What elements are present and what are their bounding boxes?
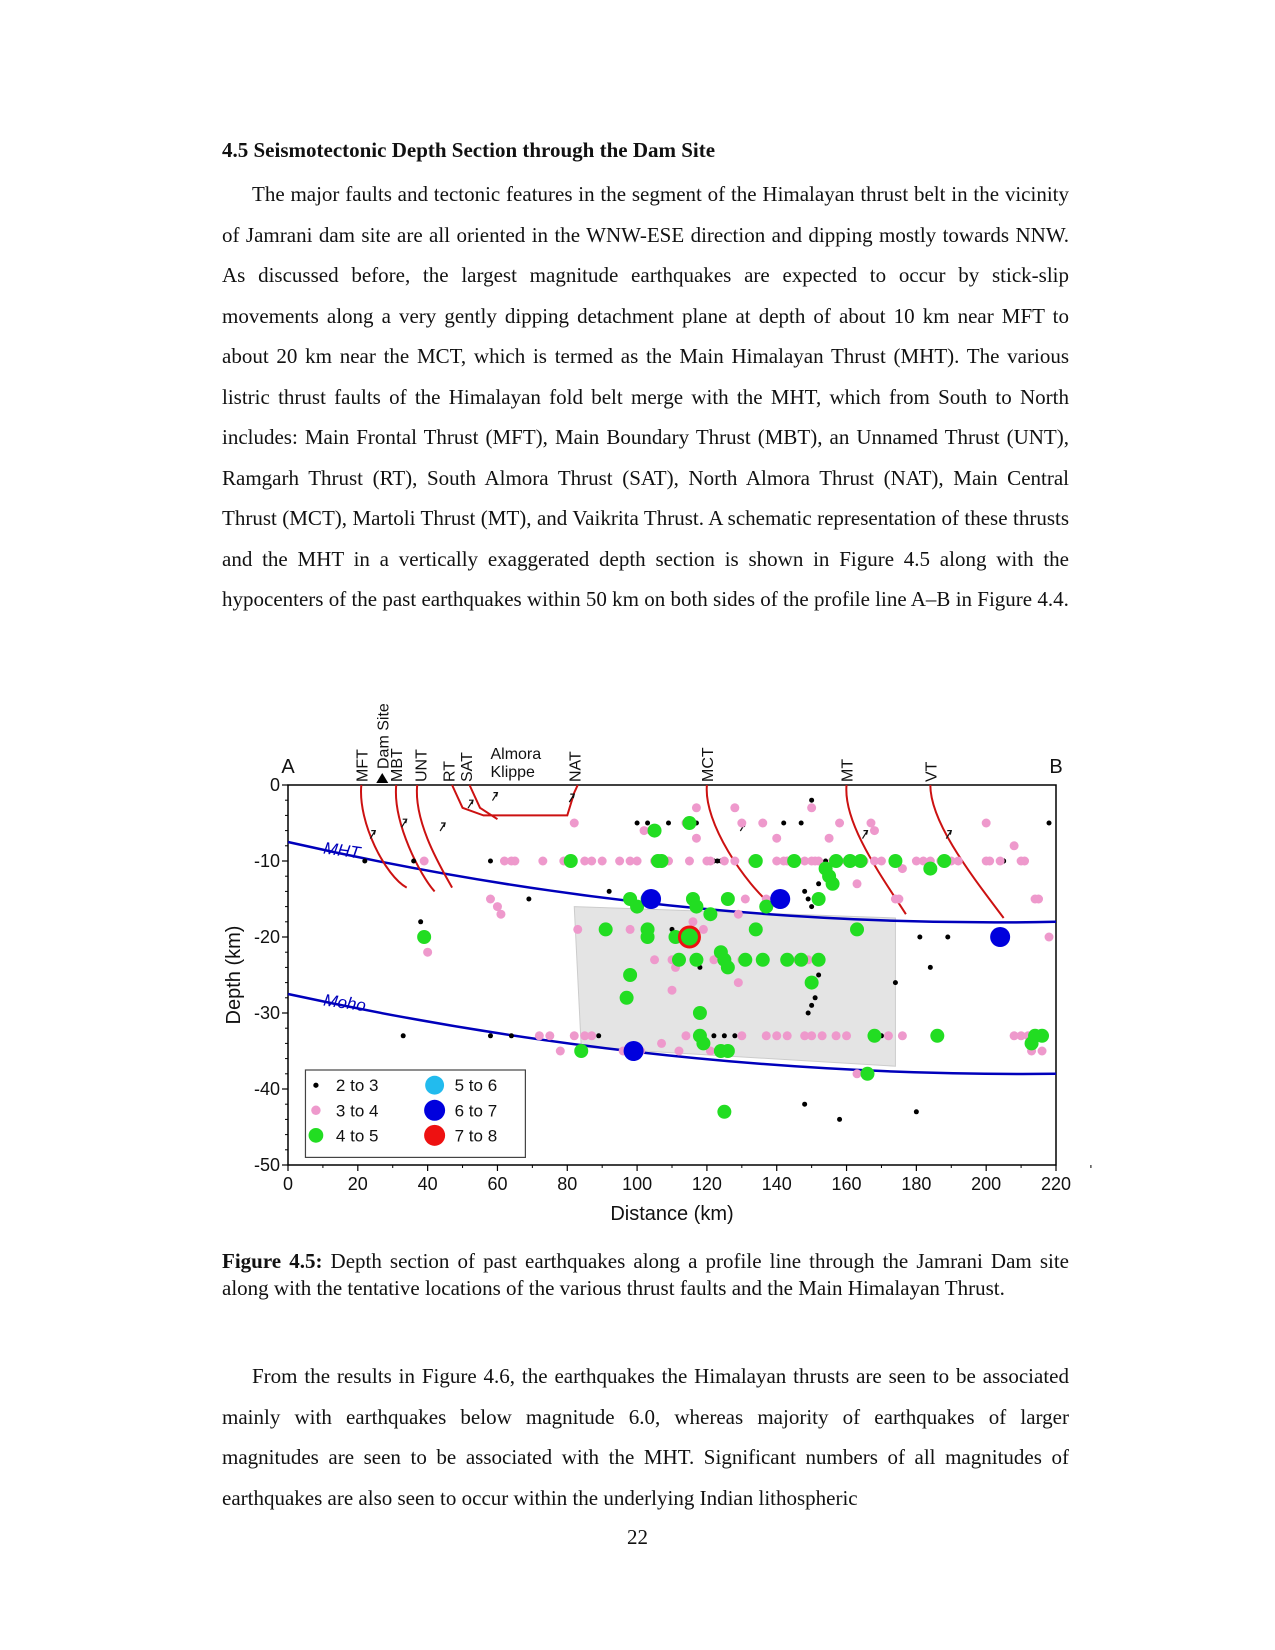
quake-m4-5 — [850, 922, 864, 936]
quake-m3-4 — [758, 819, 767, 828]
quake-m3-4 — [510, 857, 519, 866]
quake-m3-4 — [825, 834, 834, 843]
quake-m3-4 — [842, 1031, 851, 1040]
quake-m3-4 — [884, 1031, 893, 1040]
quake-m2-3 — [488, 859, 493, 864]
quake-m2-3 — [488, 1033, 493, 1038]
x-tick-label: 0 — [282, 1174, 294, 1194]
quake-m3-4 — [737, 819, 746, 828]
quake-m2-3 — [509, 1033, 514, 1038]
quake-m3-4 — [734, 910, 743, 919]
quake-m4-5 — [749, 854, 763, 868]
quake-m4-5 — [564, 854, 578, 868]
quake-m3-4 — [1020, 857, 1029, 866]
klippe-label-line2: Klippe — [490, 764, 535, 781]
quake-m4-5 — [923, 862, 937, 876]
quake-m4-5 — [623, 968, 637, 982]
quake-m4-5 — [696, 1036, 710, 1050]
quake-m4-5 — [672, 953, 686, 967]
quake-m4-5 — [721, 1044, 735, 1058]
quake-m2-3 — [816, 881, 821, 886]
legend-marker-m3-4 — [311, 1106, 320, 1115]
rupture-zone — [574, 907, 895, 1067]
figure-caption — [222, 1248, 1069, 1302]
quake-m3-4 — [496, 910, 505, 919]
quake-m3-4 — [741, 895, 750, 904]
quake-m6-7 — [641, 889, 661, 909]
quake-m2-3 — [802, 889, 807, 894]
fault-trace — [707, 785, 774, 907]
quake-m3-4 — [420, 857, 429, 866]
quake-m3-4 — [783, 1031, 792, 1040]
y-tick-label: -30 — [253, 1003, 280, 1023]
fault-trace — [361, 785, 407, 888]
quake-m6-7 — [990, 927, 1010, 947]
quake-m3-4 — [633, 857, 642, 866]
caption-text: Depth section of past earthquakes along a profile line through the Jamrani Dam site along with the tentative locations of the various thrust faults and the Main Himalayan Thrust. — [222, 1249, 1069, 1300]
y-tick-label: -20 — [253, 927, 280, 947]
legend-label: 4 to 5 — [335, 1126, 379, 1146]
legend-marker-m7-8 — [424, 1125, 445, 1146]
y-tick-label: -50 — [253, 1155, 280, 1175]
quake-m4-5 — [812, 953, 826, 967]
quake-m3-4 — [720, 857, 729, 866]
quake-m4-5 — [888, 854, 902, 868]
fault-trace — [930, 785, 1003, 918]
quake-m4-5 — [417, 930, 431, 944]
y-tick-label: -10 — [253, 851, 280, 871]
quake-m3-4 — [423, 948, 432, 957]
quake-m4-5 — [787, 854, 801, 868]
quake-m2-3 — [813, 995, 818, 1000]
quake-m2-3 — [806, 897, 811, 902]
fault-label: VT — [923, 761, 941, 782]
quake-m2-3 — [802, 1102, 807, 1107]
quake-m2-3 — [917, 935, 922, 940]
x-tick-label: 60 — [487, 1174, 508, 1194]
x-tick-label: 200 — [971, 1174, 1002, 1194]
quake-m3-4 — [853, 879, 862, 888]
quake-m4-5 — [756, 953, 770, 967]
quake-m2-3 — [837, 1117, 842, 1122]
legend-marker-m2-3 — [313, 1083, 318, 1088]
mht-label: MHT — [322, 838, 362, 863]
quake-m4-5 — [805, 976, 819, 990]
quake-m4-5 — [721, 892, 735, 906]
quake-m2-3 — [418, 919, 423, 924]
quake-m3-4 — [853, 1069, 862, 1078]
x-tick-label: 160 — [831, 1174, 862, 1194]
quake-m3-4 — [985, 857, 994, 866]
quake-m2-3 — [411, 859, 416, 864]
quake-m4-5 — [620, 991, 634, 1005]
quake-m4-5 — [717, 1105, 731, 1119]
quake-m3-4 — [1038, 1047, 1047, 1056]
quake-m3-4 — [1034, 895, 1043, 904]
quake-m3-4 — [538, 857, 547, 866]
quake-m4-5 — [854, 854, 868, 868]
quake-m3-4 — [706, 857, 715, 866]
quake-m4-5 — [749, 922, 763, 936]
legend-marker-m6-7 — [424, 1100, 445, 1121]
fault-label: MBT — [389, 748, 407, 782]
quake-m2-3 — [666, 821, 671, 826]
quake-m2-3 — [914, 1109, 919, 1114]
quake-m2-3 — [1047, 821, 1052, 826]
quake-m3-4 — [898, 1031, 907, 1040]
quake-m3-4 — [685, 857, 694, 866]
thrust-arrow — [862, 831, 867, 839]
quake-m2-3 — [722, 1033, 727, 1038]
quake-m2-3 — [645, 821, 650, 826]
x-tick-label: 40 — [417, 1174, 438, 1194]
legend-label: 3 to 4 — [335, 1101, 379, 1121]
quake-m3-4 — [573, 925, 582, 934]
legend-label: 7 to 8 — [454, 1126, 498, 1146]
quake-m3-4 — [570, 819, 579, 828]
quake-m2-3 — [799, 821, 804, 826]
x-tick-label: 80 — [557, 1174, 578, 1194]
y-tick-label: 0 — [269, 775, 280, 795]
quake-m3-4 — [699, 925, 708, 934]
section-heading: 4.5 Seismotectonic Depth Section through the Dam Site — [222, 138, 716, 162]
fault-label: SAT — [459, 752, 477, 782]
quake-m3-4 — [870, 826, 879, 835]
quake-m2-3 — [635, 821, 640, 826]
fault-label: NAT — [567, 751, 585, 782]
quake-m3-4 — [730, 803, 739, 812]
x-tick-label: 140 — [761, 1174, 792, 1194]
quake-m3-4 — [556, 1047, 565, 1056]
legend-marker-m4-5 — [309, 1128, 324, 1143]
thrust-arrow — [402, 819, 407, 827]
quake-m4-5 — [826, 877, 840, 891]
quake-m6-7 — [624, 1041, 644, 1061]
quake-m4-5 — [937, 854, 951, 868]
quake-m3-4 — [996, 857, 1005, 866]
moho-label: Moho — [322, 990, 368, 1016]
quake-m3-4 — [954, 857, 963, 866]
y-tick-label: -40 — [253, 1079, 280, 1099]
profile-start-label: A — [281, 756, 295, 778]
legend-label: 2 to 3 — [335, 1076, 379, 1096]
quake-m3-4 — [734, 978, 743, 987]
quake-m4-5 — [655, 854, 669, 868]
thrust-arrow — [468, 800, 473, 808]
quake-m4-5 — [641, 930, 655, 944]
quake-m3-4 — [772, 1031, 781, 1040]
quake-m3-4 — [657, 1039, 666, 1048]
quake-m2-3 — [732, 1033, 737, 1038]
quake-m3-4 — [668, 986, 677, 995]
klippe-label-line1: Almora — [490, 746, 542, 763]
quake-m4-5 — [721, 960, 735, 974]
quake-m4-5 — [867, 1029, 881, 1043]
legend — [305, 1070, 525, 1157]
quake-m3-4 — [535, 1031, 544, 1040]
paragraph-intro: The major faults and tectonic features in the segment of the Himalayan thrust belt in the vicinity of Jamrani dam site are all oriented in the WNW-ESE direction and dipping mostly towards NNW. As discussed before, the largest magnitude earthquakes are expected to occur by stick-slip movements along a very gently dipping detachment plane at depth of about 10 km near MFT to about 20 km near the MCT, which is termed as the Main Himalayan Thrust (MHT). The various listric thrust faults of the Himalayan fold belt merge with the MHT, which from South to North includes: Main Frontal Thrust (MFT), Main Boundary Thrust (MBT), an Unnamed Thrust (UNT), Ramgarh Thrust (RT), South Almora Thrust (SAT), North Almora Thrust (NAT), Main Central Thrust (MCT), Martoli Thrust (MT), and Vaikrita Thrust. A schematic representation of these thrusts and the MHT in a vertically exaggerated depth section is shown in Figure 4.5 along with the hypocenters of the past earthquakes within 50 km on both sides of the profile line A–B in Figure 4.4. — [222, 182, 1069, 611]
quake-m3-4 — [650, 955, 659, 964]
quake-m3-4 — [545, 1031, 554, 1040]
x-tick-label: 120 — [691, 1174, 722, 1194]
quake-m4-5 — [689, 953, 703, 967]
quake-m3-4 — [772, 834, 781, 843]
quake-m2-3 — [781, 821, 786, 826]
quake-m4-5 — [574, 1044, 588, 1058]
quake-m4-5 — [738, 953, 752, 967]
quake-m3-4 — [587, 1031, 596, 1040]
quake-m4-5 — [703, 907, 717, 921]
fault-label: MT — [839, 758, 857, 782]
quake-m4-5 — [812, 892, 826, 906]
quake-m3-4 — [807, 1031, 816, 1040]
quake-m3-4 — [982, 819, 991, 828]
caption-label: Figure 4.5: — [222, 1249, 323, 1273]
quake-m2-3 — [596, 1033, 601, 1038]
quake-m3-4 — [681, 1031, 690, 1040]
thrust-arrow — [440, 823, 445, 831]
quake-m4-5 — [860, 1067, 874, 1081]
fault-label: MFT — [354, 749, 372, 782]
quake-m3-4 — [1045, 933, 1054, 942]
quake-m3-4 — [587, 857, 596, 866]
quake-m3-4 — [692, 803, 701, 812]
quake-m3-4 — [877, 857, 886, 866]
quake-m2-3 — [607, 889, 612, 894]
quake-m4-5 — [794, 953, 808, 967]
fault-trace — [470, 785, 498, 819]
quake-m3-4 — [674, 1047, 683, 1056]
quake-m3-4 — [832, 1031, 841, 1040]
quake-m3-4 — [570, 1031, 579, 1040]
quake-m2-3 — [711, 1033, 716, 1038]
legend-label: 6 to 7 — [454, 1101, 498, 1121]
quake-m4-5 — [930, 1029, 944, 1043]
quake-m2-3 — [928, 965, 933, 970]
quake-m7-8 — [679, 927, 699, 947]
quake-m4-5 — [1028, 1029, 1042, 1043]
fault-label: RT — [441, 760, 459, 782]
dam-site-label: Dam Site — [375, 703, 393, 769]
quake-m3-4 — [486, 895, 495, 904]
quake-m2-3 — [809, 798, 814, 803]
x-tick-label: 180 — [901, 1174, 932, 1194]
quake-m2-3 — [816, 973, 821, 978]
quake-m2-3 — [401, 1033, 406, 1038]
quake-m2-3 — [945, 935, 950, 940]
quake-m4-5 — [689, 900, 703, 914]
quake-m2-3 — [806, 1011, 811, 1016]
fault-trace — [396, 785, 435, 891]
quake-m6-7 — [770, 889, 790, 909]
profile-end-label: B — [1049, 756, 1063, 778]
y-axis-label: Depth (km) — [223, 925, 245, 1025]
fault-label: MCT — [699, 747, 717, 782]
quake-m3-4 — [737, 1031, 746, 1040]
quake-m3-4 — [818, 1031, 827, 1040]
quake-m4-5 — [780, 953, 794, 967]
quake-m4-5 — [648, 824, 662, 838]
quake-m3-4 — [762, 1031, 771, 1040]
thrust-arrow — [370, 831, 375, 839]
quake-m3-4 — [894, 895, 903, 904]
x-tick-label: 220 — [1040, 1174, 1072, 1194]
thrust-arrow — [492, 793, 497, 801]
fault-label: UNT — [413, 749, 431, 782]
quake-m2-3 — [893, 980, 898, 985]
quake-m3-4 — [835, 819, 844, 828]
quake-m4-5 — [693, 1006, 707, 1020]
page-number: 22 — [627, 1525, 648, 1549]
legend-label: 5 to 6 — [454, 1076, 498, 1096]
quake-m4-5 — [682, 816, 696, 830]
x-axis-label: Distance (km) — [610, 1203, 734, 1225]
quake-m4-5 — [599, 922, 613, 936]
quake-m4-5 — [829, 854, 843, 868]
paragraph-results: From the results in Figure 4.6, the earthquakes the Himalayan thrusts are seen to be associated mainly with earthquakes below magnitude 6.0, whereas majority of earthquakes of larger magnitudes are seen to be associated with the MHT. Significant numbers of all magnitudes of earthquakes are also seen to occur within the underlying Indian lithospheric — [222, 1364, 1069, 1510]
x-tick-label: 20 — [347, 1174, 368, 1194]
quake-m3-4 — [598, 857, 607, 866]
quake-m3-4 — [692, 834, 701, 843]
quake-m3-4 — [807, 803, 816, 812]
quake-m3-4 — [730, 857, 739, 866]
quake-m2-3 — [809, 904, 814, 909]
quake-m3-4 — [688, 917, 697, 926]
quake-m2-3 — [809, 1003, 814, 1008]
quake-m2-3 — [362, 859, 367, 864]
x-tick-label: 100 — [622, 1174, 653, 1194]
legend-marker-m5-6 — [425, 1076, 444, 1095]
dam-site-marker — [376, 773, 388, 783]
quake-m3-4 — [615, 857, 624, 866]
quake-m2-3 — [526, 897, 531, 902]
quake-m3-4 — [1010, 841, 1019, 850]
quake-m3-4 — [626, 925, 635, 934]
